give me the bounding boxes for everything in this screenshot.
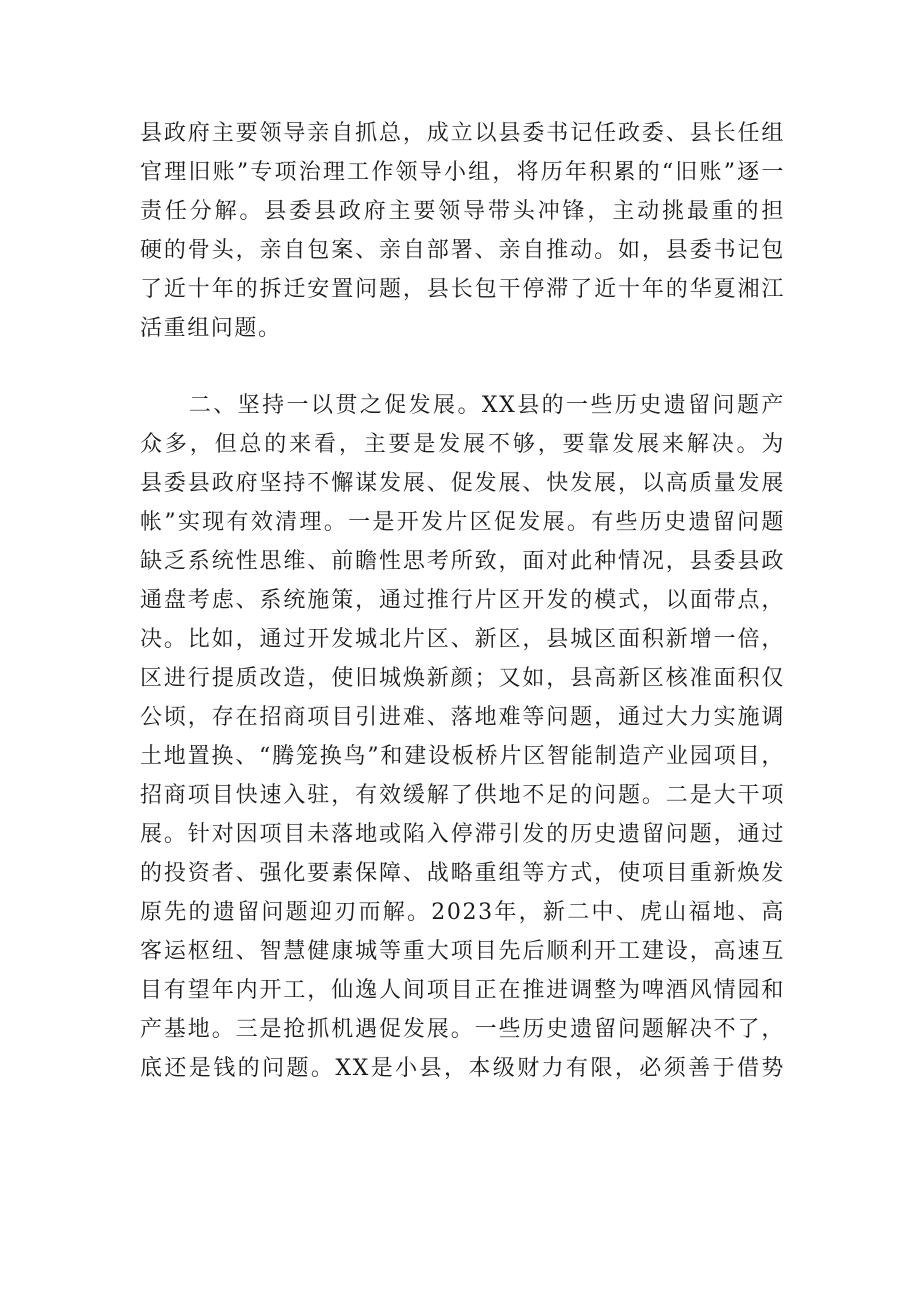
text-line: 官理旧账”专项治理工作领导小组，将历年积累的“旧账”逐一 bbox=[140, 160, 785, 185]
text-line: 客运枢纽、智慧健康城等重大项目先后顺利开工建设，高速互 bbox=[140, 939, 785, 964]
text-line: 招商项目快速入驻，有效缓解了供地不足的问题。二是大干项 bbox=[140, 783, 785, 808]
text-line: 产基地。三是抢抓机遇促发展。一些历史遗留问题解决不了， bbox=[140, 1017, 785, 1042]
text-line: 土地置换、“腾笼换鸟”和建设板桥片区智能制造产业园项目， bbox=[140, 744, 785, 769]
text-line: 缺乏系统性思维、前瞻性思考所致，面对此种情况，县委县政 bbox=[140, 549, 785, 574]
text-line: 原先的遗留问题迎刃而解。2023年，新二中、虎山福地、高 bbox=[140, 900, 785, 925]
text-line: 底还是钱的问题。XX是小县，本级财力有限，必须善于借势 bbox=[140, 1056, 785, 1081]
text-line: 众多，但总的来看，主要是发展不够，要靠发展来解决。为 bbox=[140, 432, 785, 457]
text-line: 决。比如，通过开发城北片区、新区，县城区面积新增一倍， bbox=[140, 627, 785, 652]
text-line: 区进行提质改造，使旧城焕新颜；又如，县高新区核准面积仅 bbox=[140, 666, 785, 691]
text-line: 展。针对因项目未落地或陷入停滞引发的历史遗留问题，通过 bbox=[140, 822, 785, 847]
text-line: 责任分解。县委县政府主要领导带头冲锋，主动挑最重的担 bbox=[140, 199, 785, 224]
text-line: 活重组问题。 bbox=[140, 316, 282, 341]
text-line: 县政府主要领导亲自抓总，成立以县委书记任政委、县长任组 bbox=[140, 121, 785, 146]
text-line: 通盘考虑、系统施策，通过推行片区开发的模式，以面带点， bbox=[140, 588, 785, 613]
text-line: 了近十年的拆迁安置问题，县长包干停滞了近十年的华夏湘江 bbox=[140, 277, 785, 302]
text-line: 帐”实现有效清理。一是开发片区促发展。有些历史遗留问题 bbox=[140, 510, 785, 535]
text-line: 目有望年内开工，仙逸人间项目正在推进调整为啤酒风情园和 bbox=[140, 978, 785, 1003]
text-line: 二、坚持一以贯之促发展。XX县的一些历史遗留问题产 bbox=[188, 393, 785, 418]
paragraph-2 bbox=[140, 386, 785, 1088]
text-line: 的投资者、强化要素保障、战略重组等方式，使项目重新焕发 bbox=[140, 861, 785, 886]
paragraph-1 bbox=[140, 114, 785, 348]
text-line: 硬的骨头，亲自包案、亲自部署、亲自推动。如，县委书记包 bbox=[140, 238, 785, 263]
text-line: 县委县政府坚持不懈谋发展、促发展、快发展，以高质量发展 bbox=[140, 471, 785, 496]
text-line: 公顷，存在招商项目引进难、落地难等问题，通过大力实施调 bbox=[140, 705, 785, 730]
